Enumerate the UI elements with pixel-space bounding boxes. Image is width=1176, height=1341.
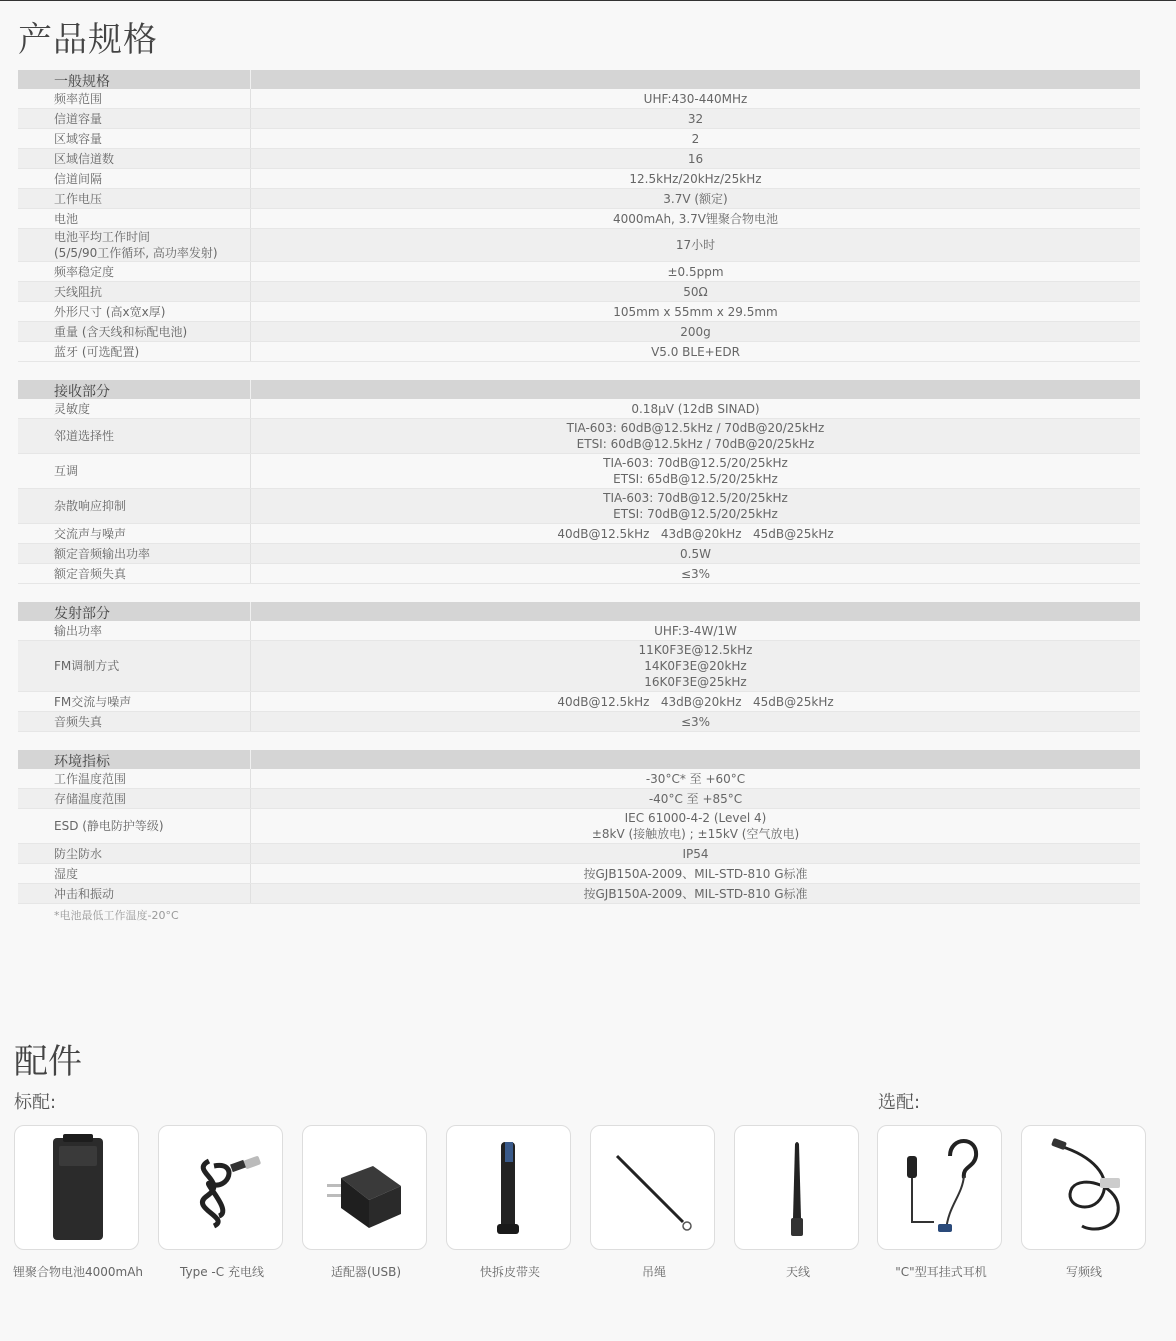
spec-label [18,621,251,640]
spec-value-line: IP54 [682,846,709,861]
spec-label-line: 灵敏度 [54,401,91,416]
spec-row [18,489,1140,524]
accessory-card-cable [158,1125,283,1250]
spec-row [18,209,1140,229]
spec-value [251,190,1140,208]
battery-icon [15,1126,140,1251]
spec-value-line: 4000mAh, 3.7V锂聚合物电池 [613,211,778,226]
spec-value [251,130,1140,148]
spec-value [251,713,1140,731]
spec-label-line: 区域容量 [54,131,103,146]
spec-value-line: ETSI: 60dB@12.5kHz / 70dB@20/25kHz [576,437,815,451]
usb-c-cable-icon [159,1126,284,1251]
spec-value [251,303,1140,321]
spec-value [251,400,1140,418]
spec-value-line: ±0.5ppm [667,264,724,279]
spec-label [18,641,251,691]
spec-value [251,845,1140,863]
spec-value-line: 按GJB150A-2009、MIL-STD-810 G标准 [583,886,808,901]
spec-label [18,302,251,321]
spec-label-line: 杂散响应抑制 [54,499,127,513]
spec-value-line: ETSI: 65dB@12.5/20/25kHz [613,472,778,486]
footnote: *电池最低工作温度-20°C [54,909,179,922]
accessory-card-battery [14,1125,139,1250]
spec-label [18,419,251,453]
spec-value [251,323,1140,341]
spec-value [251,263,1140,281]
spec-label-line: 重量 (含天线和标配电池) [54,324,188,339]
spec-value [251,110,1140,128]
spec-label-line: 外形尺寸 (高x宽x厚) [54,304,166,319]
spec-label [18,769,251,788]
spec-label [18,692,251,711]
spec-row [18,149,1140,169]
accessory-caption: 适配器(USB) [331,1265,401,1279]
spec-value-line: 32 [687,111,704,126]
section-header-text: 接收部分 [54,384,110,400]
spec-label-line: 冲击和振动 [54,886,115,901]
standard-label: 标配: [14,1092,57,1113]
spec-value [251,489,1140,523]
spec-value [251,622,1140,640]
spec-label [18,864,251,883]
spec-value [251,343,1140,361]
spec-label [18,454,251,488]
accessory-caption: "C"型耳挂式耳机 [895,1265,987,1279]
spec-label-line: 信道容量 [54,111,103,126]
section-header [18,602,1140,621]
spec-value-line: 200g [680,324,711,339]
spec-value-line: 2 [691,131,700,146]
spec-label [18,809,251,843]
spec-value-line: 40dB@12.5kHz 43dB@20kHz 45dB@25kHz [557,694,834,709]
spec-value-line: 按GJB150A-2009、MIL-STD-810 G标准 [583,866,808,881]
spec-row [18,524,1140,544]
spec-row [18,399,1140,419]
spec-label-line: 存储温度范围 [54,791,127,806]
spec-value-line: ≤3% [680,566,711,581]
spec-row [18,864,1140,884]
spec-label-line: 防尘防水 [54,846,103,861]
spec-label [18,262,251,281]
spec-row [18,544,1140,564]
spec-label [18,489,251,523]
spec-section [18,70,1140,362]
earpiece-icon [878,1126,1003,1251]
spec-label [18,209,251,228]
spec-label-line: 湿度 [54,866,79,881]
spec-section [18,380,1140,584]
spec-value [251,885,1140,903]
spec-label-line: ESD (静电防护等级) [54,819,164,833]
spec-label [18,129,251,148]
spec-row [18,342,1140,362]
spec-row [18,302,1140,322]
spec-label [18,229,251,261]
spec-label [18,712,251,731]
accessory-caption: 吊绳 [641,1265,666,1279]
spec-row [18,692,1140,712]
spec-label-line: 邻道选择性 [54,429,115,443]
spec-value [251,90,1140,108]
spec-value [251,419,1140,453]
spec-value [251,565,1140,583]
spec-value-line: 3.7V (额定) [663,191,728,206]
spec-value [251,283,1140,301]
spec-value-line: UHF:3-4W/1W [654,623,737,638]
spec-value-line: 16K0F3E@25kHz [644,675,747,689]
spec-label-line: 输出功率 [54,623,103,638]
spec-table [18,70,1140,941]
spec-label [18,789,251,808]
spec-value-line: ±8kV (接触放电) ; ±15kV (空气放电) [591,827,800,841]
spec-row [18,419,1140,454]
spec-row [18,621,1140,641]
spec-row [18,844,1140,864]
spec-value-line: 16 [687,151,704,166]
spec-value [251,170,1140,188]
spec-label [18,544,251,563]
section-header [18,70,1140,89]
spec-label [18,524,251,543]
spec-label-line: 交流声与噪声 [54,526,127,541]
spec-value [251,770,1140,788]
section-header-text: 环境指标 [54,754,110,770]
spec-value [251,809,1140,843]
page-title: 产品规格 [18,20,158,60]
spec-value-line: TIA-603: 60dB@12.5kHz / 70dB@20/25kHz [566,421,825,435]
spec-row [18,262,1140,282]
spec-value-line: 14K0F3E@20kHz [644,659,747,673]
spec-row [18,109,1140,129]
usb-adapter-icon [303,1126,428,1251]
accessory-card-adapter [302,1125,427,1250]
spec-label [18,109,251,128]
spec-value-line: TIA-603: 70dB@12.5/20/25kHz [603,456,788,470]
spec-label-line: 频率稳定度 [54,264,115,279]
spec-value [251,865,1140,883]
antenna-icon [735,1126,860,1251]
spec-value [251,641,1140,691]
spec-value-line: IEC 61000-4-2 (Level 4) [624,811,767,825]
spec-label [18,149,251,168]
spec-label-line: 工作电压 [54,191,103,206]
spec-row [18,641,1140,692]
spec-row [18,454,1140,489]
spec-value [251,545,1140,563]
spec-value [251,150,1140,168]
spec-label-line: 蓝牙 (可选配置) [54,344,140,359]
accessory-card-belt-clip [446,1125,571,1250]
spec-row [18,809,1140,844]
spec-label-line: FM交流与噪声 [54,694,132,709]
spec-label-line: 额定音频失真 [54,566,127,581]
spec-value-line: 0.18μV (12dB SINAD) [631,401,760,416]
spec-label [18,342,251,361]
spec-label [18,884,251,903]
spec-label-line: 额定音频输出功率 [54,546,151,561]
spec-value-line: ETSI: 70dB@12.5/20/25kHz [613,507,778,521]
spec-value-line: 12.5kHz/20kHz/25kHz [629,171,762,186]
spec-label-line: 天线阻抗 [54,284,103,299]
accessory-caption: 写频线 [1065,1265,1102,1279]
spec-value-line: 0.5W [680,546,711,561]
lanyard-icon [591,1126,716,1251]
spec-label-line: 频率范围 [54,91,103,106]
spec-row [18,789,1140,809]
spec-value-line: 105mm x 55mm x 29.5mm [613,304,778,319]
spec-row [18,769,1140,789]
spec-label [18,282,251,301]
spec-label-line: 音频失真 [54,714,103,729]
spec-label-line: 电池平均工作时间 [54,230,151,244]
accessory-caption: 快拆皮带夹 [479,1265,540,1279]
spec-row [18,712,1140,732]
spec-value-line: -30°C* 至 +60°C [645,771,746,786]
spec-label-line: 工作温度范围 [54,771,127,786]
spec-value-line: 40dB@12.5kHz 43dB@20kHz 45dB@25kHz [557,526,834,541]
spec-value-line: 11K0F3E@12.5kHz [638,643,753,657]
spec-row [18,89,1140,109]
section-header [18,750,1140,769]
spec-label-line: 电池 [54,211,79,226]
spec-value [251,236,1140,254]
spec-section [18,750,1140,923]
spec-value [251,210,1140,228]
spec-label-line: 区域信道数 [54,151,115,166]
section-header-text: 一般规格 [54,74,110,90]
spec-label [18,399,251,418]
accessory-card-earpiece [877,1125,1002,1250]
spec-row [18,129,1140,149]
spec-value [251,790,1140,808]
spec-row [18,884,1140,904]
spec-value-line: 50Ω [683,284,708,299]
spec-row [18,282,1140,302]
spec-value-line: ≤3% [680,714,711,729]
spec-row [18,564,1140,584]
spec-label [18,169,251,188]
spec-label [18,564,251,583]
accessory-caption: 天线 [785,1265,810,1279]
spec-row [18,322,1140,342]
section-header [18,380,1140,399]
spec-row [18,189,1140,209]
spec-section [18,602,1140,732]
spec-label [18,844,251,863]
accessory-caption: Type -C 充电线 [180,1265,264,1279]
spec-value [251,454,1140,488]
spec-label-line: 互调 [54,464,79,478]
optional-label: 选配: [878,1092,921,1113]
spec-label-line: 信道间隔 [54,171,103,186]
belt-clip-icon [447,1126,572,1251]
accessory-card-lanyard [590,1125,715,1250]
accessories-title: 配件 [14,1042,82,1082]
spec-label-line: (5/5/90工作循环, 高功率发射) [54,246,218,260]
top-rule [0,0,1176,1]
spec-value [251,693,1140,711]
section-header-text: 发射部分 [54,606,110,622]
spec-label-line: FM调制方式 [54,659,120,673]
spec-label [18,189,251,208]
spec-value-line: 17小时 [675,238,716,252]
programming-cable-icon [1022,1126,1147,1251]
spec-value-line: -40°C 至 +85°C [648,791,743,806]
accessory-caption: 锂聚合物电池4000mAh [12,1265,144,1279]
spec-label [18,89,251,108]
spec-value-line: UHF:430-440MHz [643,91,748,106]
accessory-card-programming-cable [1021,1125,1146,1250]
spec-row [18,229,1140,262]
accessory-card-antenna [734,1125,859,1250]
spec-row [18,169,1140,189]
spec-value [251,525,1140,543]
spec-value-line: V5.0 BLE+EDR [651,344,740,359]
spec-label [18,322,251,341]
spec-value-line: TIA-603: 70dB@12.5/20/25kHz [603,491,788,505]
